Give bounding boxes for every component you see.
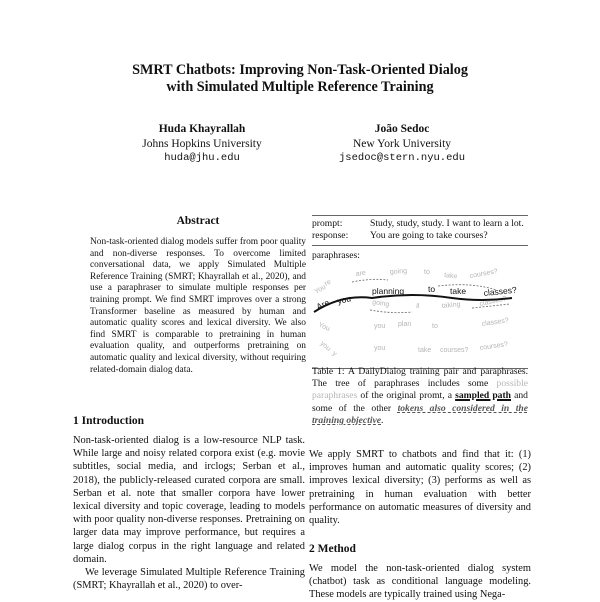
author-block-2 [312, 122, 492, 166]
tree-word-bottom: take [418, 347, 432, 354]
caption-mid-1: of the original promt, a [357, 390, 456, 402]
right-body [309, 448, 531, 527]
caption-sampled-path: sampled path [455, 390, 512, 402]
table-row-prompt [312, 218, 528, 230]
table-row-paraphrases [312, 250, 528, 262]
prompt-label: prompt: [312, 218, 343, 229]
tree-word-mid: ll [415, 303, 420, 311]
table-top-rule [312, 215, 528, 216]
table-row-response [312, 230, 528, 242]
method-heading: 2 Method [309, 543, 356, 555]
abstract-text: Non-task-oriented dialog models suffer from poor quality and non-diverse responses. To overcome limited conversational data, we apply Simulated Multiple Reference Training (SMRT; Khayrallah et al., 2020), and use a paraphraser to simulate multiple responses per training prompt. We find SMRT improves over a strong Transformer baseline as measured by human and automatic quality scores and lexical diversity. We also find SMRT is comparable to pretraining in human evaluation quality, and outperforms pretraining on automatic quality and lexical diversity, without requiring related-domain dialog data. [90, 237, 306, 375]
intro-body [73, 434, 305, 592]
tree-word-low: plan [398, 321, 412, 328]
response-text: You are going to take courses? [370, 230, 488, 241]
tree-word-bottom: courses? [479, 341, 509, 352]
prompt-text: Study, study, study. I want to learn a lot. [370, 218, 524, 229]
tree-word-low: to [432, 323, 438, 330]
tree-word-left: re [323, 278, 333, 288]
title-line-1: SMRT Chatbots: Improving Non-Task-Oriented Dialog [132, 62, 468, 78]
tree-word-left: you [318, 340, 332, 353]
tree-word-sampled: classes? [483, 284, 518, 298]
token-underline [370, 310, 412, 313]
caption-other-tokens: tokens also considered in the training objective [312, 402, 528, 426]
title-line-2: with Simulated Multiple Reference Training [166, 79, 434, 95]
author-email[interactable]: huda@jhu.edu [164, 152, 240, 164]
tree-word-sampled: you [336, 293, 352, 306]
tree-word-sampled: to [428, 284, 436, 294]
author-name: João Sedoc [374, 123, 430, 135]
tree-word-top: take [443, 272, 458, 281]
tree-word-mid: taking [441, 301, 461, 310]
tree-word-left: You [317, 321, 331, 333]
caption-lead: Table 1: A DailyDialog training pair and paraphrases. The tree of paraphrases includes some [312, 366, 528, 390]
table-1 [312, 215, 528, 369]
author-email[interactable]: jsedoc@stern.nyu.edu [338, 152, 466, 164]
author-affiliation: Johns Hopkins University [142, 137, 262, 150]
author-name: Huda Khayrallah [158, 123, 246, 135]
abstract-heading: Abstract [176, 215, 220, 227]
intro-paragraph-1: Non-task-oriented dialog is a low-resource NLP task. While large and noisy related corpora exist (e.g. movie subtitles, social media, and irclogs; Serban et al., 2018), the publicly-released curated corpora are small. Serban et al. note that smaller corpora have lower lexical diversity and topic coverage, leading to models with poor quality non-diverse responses. Pretraining on larger data may improve performance, but requires a large dialog corpus in the right language and related domain. [73, 435, 305, 565]
tree-word-sampled: planning [372, 286, 405, 296]
tree-word-top: are [355, 269, 367, 278]
tree-word-top: courses? [469, 268, 499, 280]
caption-end: . [381, 414, 384, 426]
tree-word-bottom: you [374, 345, 386, 352]
intro-paragraph-2: We leverage Simulated Multiple Reference Training (SMRT; Khayrallah et al., 2020) to over- [73, 567, 305, 592]
token-underline [352, 279, 388, 282]
method-body [309, 562, 531, 602]
intro-heading: 1 Introduction [73, 415, 145, 427]
tree-word-low: you [374, 323, 386, 330]
tree-word-sampled: take [450, 286, 467, 296]
author-block-1 [112, 122, 292, 166]
tree-word-low: classes? [481, 317, 510, 328]
caption-possible-paraphrases: possible paraphrases [312, 378, 528, 402]
response-label: response: [312, 230, 349, 241]
tree-word-mid: going [371, 299, 390, 309]
tree-word-sampled: Are [314, 297, 331, 312]
tree-word-top: to [424, 269, 430, 276]
tree-word-mid: classes? [478, 295, 508, 308]
possible-paraphrase-words [314, 268, 510, 358]
paraphrase-tree [312, 264, 528, 364]
tree-word-bottom: courses? [440, 347, 469, 354]
tree-word-left: y [330, 350, 338, 358]
paraphrases-label: paraphrases: [312, 250, 360, 261]
right-paragraph-1: We apply SMRT to chatbots and find that it: (1) improves human and automatic quality scores; (2) improves lexical diversity; (3) performs as well as pretraining in human evaluation with better performance on automatic measures of diversity and quality. [309, 449, 531, 527]
table-caption [312, 366, 528, 427]
table-mid-rule [312, 245, 528, 246]
method-paragraph-1: We model the non-task-oriented dialog system (chatbot) task as conditional language modeling. These models are typically trained using Nega- [309, 563, 531, 601]
tree-word-left: You [313, 283, 328, 296]
paper-title [0, 62, 600, 96]
caption-mid-2: and some of the other [312, 390, 528, 414]
author-affiliation: New York University [352, 137, 452, 150]
tree-word-top: going [389, 267, 408, 276]
